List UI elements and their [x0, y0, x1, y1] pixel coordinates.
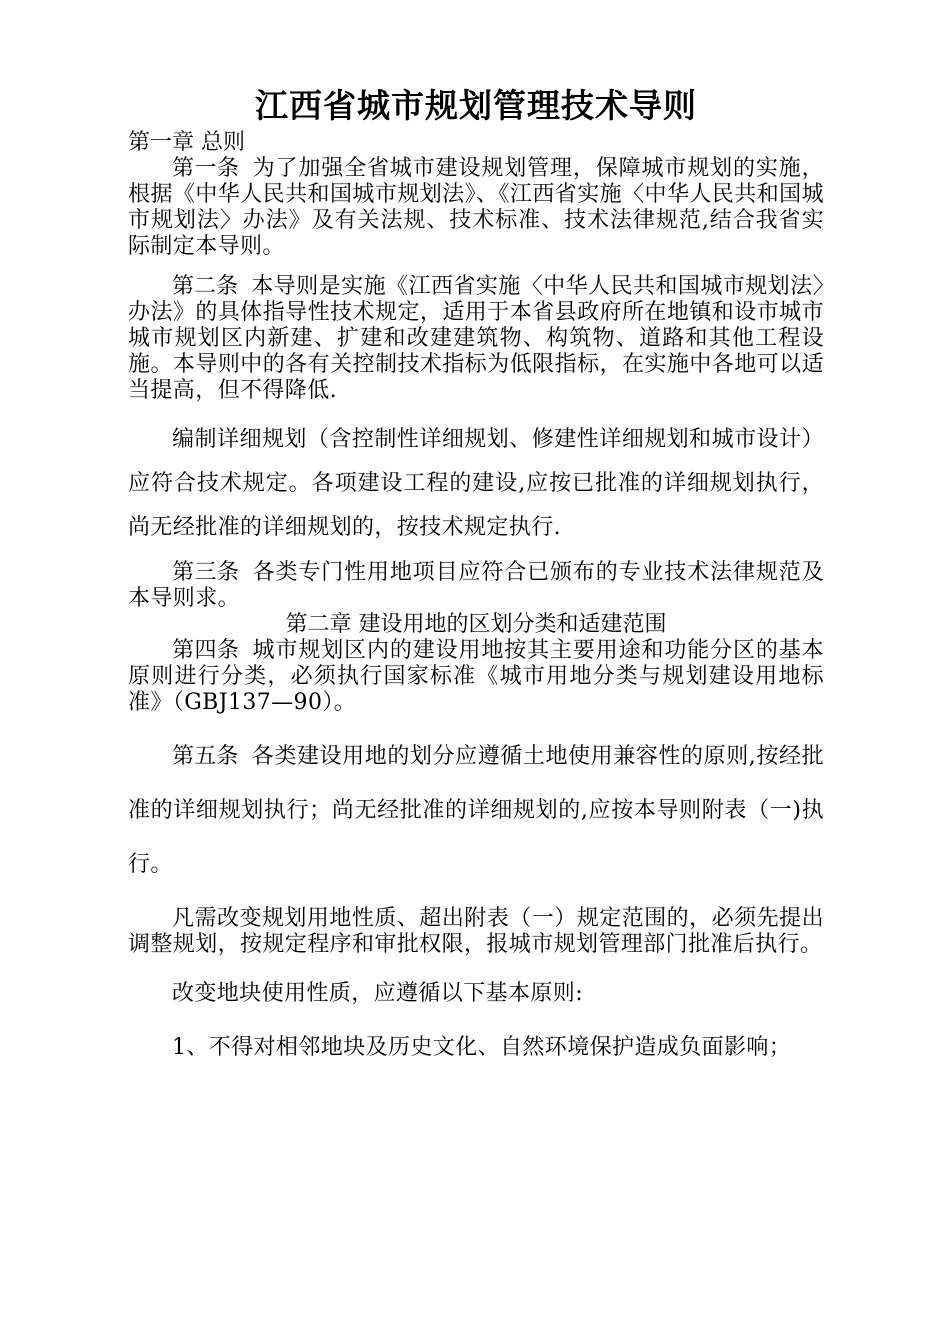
document-title: 江西省城市规划管理技术导则 — [255, 86, 697, 125]
article-1-text: 为了加强全省城市建设规划管理，保障城市规划的实施，根据《中华人民共和国城市规划法》、《江西省实施〈中华人民共和国城市规划法〉办法》及有关法规、技术标准、技术法律规范,结合我省实际制定本导则。 — [128, 156, 824, 259]
article-4-label: 第四条 — [172, 638, 240, 663]
article-2-text: 本导则是实施《江西省实施〈中华人民共和国城市规划法〉办法》的具体指导性技术规定，适用于本省县政府所在地镇和设市城市城市规划区内新建、扩建和改建建筑物、构筑物、道路和其他工程设施。本导则中的各有关控制技术指标为低限指标，在实施中各地可以适当提高，但不得降低. — [128, 274, 824, 403]
list-item-1: 1、不得对相邻地块及历史文化、自然环境保护造成负面影响； — [172, 1035, 792, 1060]
article-4-text: 城市规划区内的建设用地按其主要用途和功能分区的基本原则进行分类，必须执行国家标准《城市用地分类与规划建设用地标准》（GBJ137—90）。 — [128, 638, 824, 715]
article-4 — [128, 638, 824, 716]
chapter-1-heading: 第一章 总则 — [128, 130, 245, 155]
article-3 — [128, 560, 824, 612]
article-2-label: 第二条 — [172, 274, 239, 299]
article-5-text: 各类建设用地的划分应遵循土地使用兼容性的原则,按经批准的详细规划执行；尚无经批准的详细规划的,应按本导则附表（一)执行。 — [128, 744, 824, 877]
paragraph-detailed-planning: 编制详细规划（含控制性详细规划、修建性详细规划和城市设计）应符合技术规定。各项建设工程的建设,应按已批准的详细规划执行，尚无经批准的详细规划的，按技术规定执行. — [128, 427, 824, 540]
article-1-label: 第一条 — [172, 156, 240, 181]
chapter-2-heading: 第二章 建设用地的区划分类和适建范围 — [285, 612, 667, 637]
article-3-text: 各类专门性用地项目应符合已颁布的专业技术法律规范及本导则求。 — [128, 560, 824, 611]
article-2 — [128, 274, 824, 404]
paragraph-change-land-use: 凡需改变规划用地性质、超出附表（一）规定范围的，必须先提出调整规划，按规定程序和审批权限，报城市规划管理部门批准后执行。 — [128, 906, 824, 957]
article-3-label: 第三条 — [172, 560, 240, 585]
article-5 — [128, 730, 824, 892]
document-page — [128, 84, 824, 1070]
article-1 — [128, 156, 824, 260]
paragraph-basic-principles: 改变地块使用性质，应遵循以下基本原则: — [172, 981, 584, 1006]
article-5-label: 第五条 — [172, 744, 239, 769]
